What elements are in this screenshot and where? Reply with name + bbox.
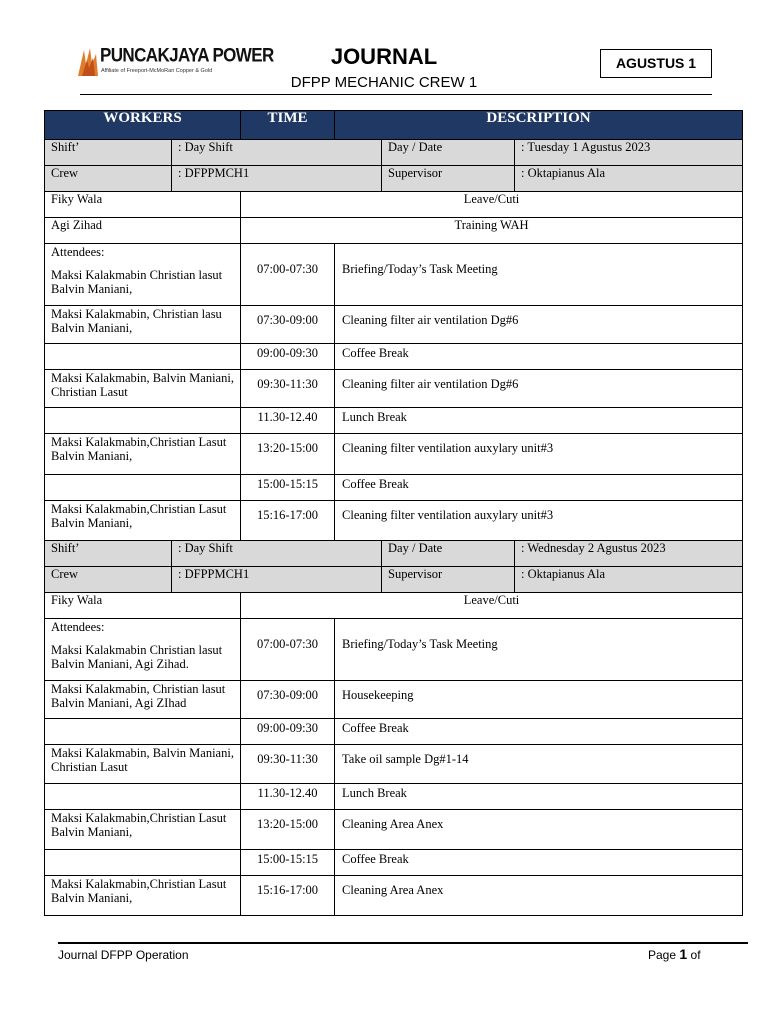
- activity-time: 13:20-15:00: [241, 434, 335, 475]
- activity-description: Cleaning filter ventilation auxylary unit#3: [335, 434, 743, 475]
- activity-row: [45, 850, 743, 876]
- table-header-row: [45, 111, 743, 140]
- activity-time: 11.30-12.40: [241, 408, 335, 434]
- activity-time: 07:30-09:00: [241, 306, 335, 344]
- activity-description: Coffee Break: [335, 344, 743, 370]
- footer-page-number: 1: [679, 946, 688, 962]
- activity-workers: [45, 719, 241, 745]
- logo-name: PUNCAKJAYA POWER: [100, 44, 274, 66]
- attendees-label: Attendees:: [51, 245, 105, 259]
- activity-row: [45, 784, 743, 810]
- activity-time: 07:30-09:00: [241, 681, 335, 719]
- activity-time: 09:00-09:30: [241, 719, 335, 745]
- activity-workers: [45, 784, 241, 810]
- absence-status: Leave/Cuti: [241, 192, 743, 218]
- absence-row: [45, 192, 743, 218]
- footer-document-name: Journal DFPP Operation: [58, 948, 189, 962]
- activity-row: [45, 719, 743, 745]
- activity-row: [45, 408, 743, 434]
- activity-description: Cleaning filter air ventilation Dg#6: [335, 370, 743, 408]
- activity-workers: [45, 434, 241, 475]
- activity-description: Lunch Break: [335, 784, 743, 810]
- activity-workers: [45, 370, 241, 408]
- activity-workers: [45, 850, 241, 876]
- activity-time: 11.30-12.40: [241, 784, 335, 810]
- footer-page-of: of: [690, 948, 701, 962]
- worker-names: Maksi Kalakmabin,Christian Lasut Balvin Maniani,: [51, 435, 227, 463]
- date-value: : Tuesday 1 Agustus 2023: [515, 140, 743, 166]
- crew-value: : DFPPMCH1: [172, 567, 382, 593]
- activity-row: [45, 475, 743, 501]
- spacer: [51, 259, 234, 268]
- activity-workers: [45, 501, 241, 541]
- activity-time: 15:00-15:15: [241, 475, 335, 501]
- crew-label: Crew: [45, 166, 172, 192]
- activity-description: Cleaning filter air ventilation Dg#6: [335, 306, 743, 344]
- activity-workers: [45, 745, 241, 784]
- activity-description: Coffee Break: [335, 475, 743, 501]
- worker-names: Maksi Kalakmabin,Christian Lasut Balvin Maniani,: [51, 502, 227, 530]
- date-label: Day / Date: [382, 541, 515, 567]
- worker-names: Maksi Kalakmabin, Balvin Maniani, Christian Lasut: [51, 746, 234, 774]
- page-title: JOURNAL: [330, 44, 438, 69]
- page-subtitle: DFPP MECHANIC CREW 1: [290, 74, 478, 91]
- absent-worker-name: Fiky Wala: [45, 192, 241, 218]
- shift-label: Shift’: [45, 541, 172, 567]
- activity-description: Coffee Break: [335, 850, 743, 876]
- date-label: Day / Date: [382, 140, 515, 166]
- shift-value: : Day Shift: [172, 541, 382, 567]
- activity-description: Cleaning filter ventilation auxylary unit#3: [335, 501, 743, 541]
- col-header-time: TIME: [241, 111, 335, 140]
- supervisor-label: Supervisor: [382, 166, 515, 192]
- worker-names: Maksi Kalakmabin, Christian lasut Balvin Maniani, Agi ZIhad: [51, 682, 226, 710]
- activity-workers: [45, 876, 241, 916]
- activity-time: 09:30-11:30: [241, 745, 335, 784]
- activity-time: 15:16-17:00: [241, 501, 335, 541]
- activity-workers: [45, 475, 241, 501]
- col-header-description: DESCRIPTION: [335, 111, 743, 140]
- attendees-label: Attendees:: [51, 620, 105, 634]
- worker-names: Maksi Kalakmabin, Balvin Maniani, Christian Lasut: [51, 371, 234, 399]
- activity-description: Cleaning Area Anex: [335, 810, 743, 850]
- activity-row: [45, 876, 743, 916]
- shift-label: Shift’: [45, 140, 172, 166]
- activity-row: [45, 434, 743, 475]
- activity-row: [45, 306, 743, 344]
- activity-workers: [45, 306, 241, 344]
- absence-row: [45, 593, 743, 619]
- month-box: AGUSTUS 1: [600, 49, 712, 78]
- col-header-workers: WORKERS: [45, 111, 241, 140]
- worker-names: Maksi Kalakmabin Christian lasut Balvin Maniani,: [51, 268, 223, 296]
- activity-workers: [45, 810, 241, 850]
- header-divider: [80, 94, 712, 95]
- crew-row: [45, 567, 743, 593]
- worker-names: Maksi Kalakmabin,Christian Lasut Balvin Maniani,: [51, 811, 227, 839]
- logo-tagline: Affiliate of Freeport-McMoRan Copper & Gold: [101, 68, 213, 74]
- activity-description: Cleaning Area Anex: [335, 876, 743, 916]
- activity-time: 09:30-11:30: [241, 370, 335, 408]
- worker-names: Maksi Kalakmabin,Christian Lasut Balvin Maniani,: [51, 877, 227, 905]
- activity-workers: [45, 408, 241, 434]
- activity-description: Coffee Break: [335, 719, 743, 745]
- supervisor-value: : Oktapianus Ala: [515, 166, 743, 192]
- shift-value: : Day Shift: [172, 140, 382, 166]
- activity-description: Briefing/Today’s Task Meeting: [335, 244, 743, 306]
- activity-workers: [45, 344, 241, 370]
- date-value: : Wednesday 2 Agustus 2023: [515, 541, 743, 567]
- activity-description: Briefing/Today’s Task Meeting: [335, 619, 743, 681]
- activity-workers: [45, 244, 241, 306]
- absent-worker-name: Agi Zihad: [45, 218, 241, 244]
- activity-time: 09:00-09:30: [241, 344, 335, 370]
- activity-row: [45, 810, 743, 850]
- activity-row: [45, 681, 743, 719]
- spacer: [51, 634, 234, 643]
- activity-description: Take oil sample Dg#1-14: [335, 745, 743, 784]
- activity-row: [45, 370, 743, 408]
- absence-status: Leave/Cuti: [241, 593, 743, 619]
- activity-time: 15:00-15:15: [241, 850, 335, 876]
- supervisor-label: Supervisor: [382, 567, 515, 593]
- journal-table: [44, 110, 743, 916]
- crew-row: [45, 166, 743, 192]
- activity-row: [45, 745, 743, 784]
- absence-status: Training WAH: [241, 218, 743, 244]
- activity-time: 07:00-07:30: [241, 619, 335, 681]
- worker-names: Maksi Kalakmabin Christian lasut Balvin Maniani, Agi Zihad.: [51, 643, 223, 671]
- shift-row: [45, 140, 743, 166]
- activity-row: [45, 619, 743, 681]
- absence-row: [45, 218, 743, 244]
- shift-row: [45, 541, 743, 567]
- worker-names: Maksi Kalakmabin, Christian lasu Balvin Maniani,: [51, 307, 222, 335]
- activity-description: Housekeeping: [335, 681, 743, 719]
- footer-divider: [58, 942, 748, 944]
- footer-page-info: [648, 946, 701, 962]
- absent-worker-name: Fiky Wala: [45, 593, 241, 619]
- supervisor-value: : Oktapianus Ala: [515, 567, 743, 593]
- footer-page-label: Page: [648, 948, 677, 962]
- activity-row: [45, 244, 743, 306]
- activity-workers: [45, 681, 241, 719]
- activity-time: 13:20-15:00: [241, 810, 335, 850]
- activity-row: [45, 344, 743, 370]
- activity-time: 15:16-17:00: [241, 876, 335, 916]
- crew-label: Crew: [45, 567, 172, 593]
- activity-workers: [45, 619, 241, 681]
- activity-row: [45, 501, 743, 541]
- activity-description: Lunch Break: [335, 408, 743, 434]
- activity-time: 07:00-07:30: [241, 244, 335, 306]
- crew-value: : DFPPMCH1: [172, 166, 382, 192]
